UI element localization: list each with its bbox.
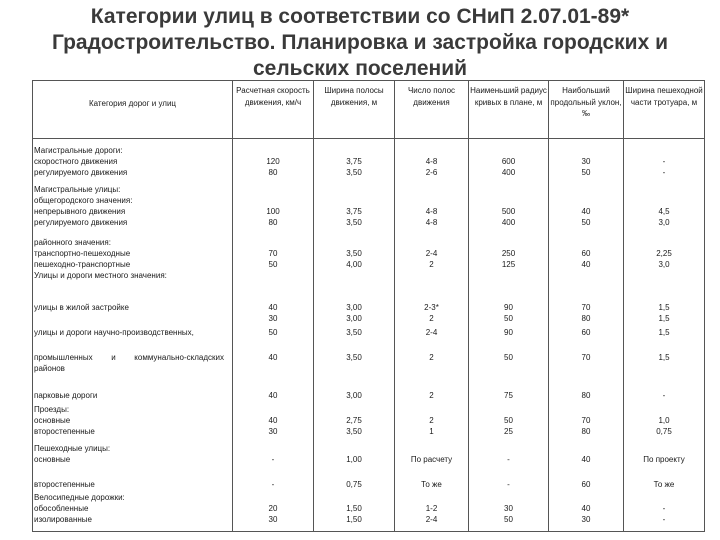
cell-radius: 90 50 <box>504 303 513 323</box>
cell-slope: 60 40 <box>581 249 591 269</box>
cell-speed: 50 <box>268 328 278 337</box>
cell-slope: 40 50 <box>581 207 591 227</box>
cell-category: второстепенные <box>34 480 95 489</box>
cell-lane-width: 3,00 3,00 <box>346 303 362 323</box>
cell-slope: 40 <box>581 455 591 464</box>
cell-category: Магистральные улицы: общегородского значения: непрерывного движения регулируемого движения <box>34 185 133 227</box>
cell-sidewalk: 1,5 1,5 <box>658 303 670 323</box>
cell-slope: 70 80 <box>581 416 591 436</box>
header-radius: Наименьший радиус кривых в плане, м <box>470 86 547 107</box>
cell-speed: 40 30 <box>268 416 278 436</box>
cell-radius: 30 50 <box>504 504 513 524</box>
header-lanes: Число полос движения <box>407 86 456 107</box>
cell-speed: 20 30 <box>268 504 278 524</box>
header-slope: Наибольший продольный уклон, ‰ <box>550 86 622 118</box>
cell-speed: - <box>271 480 275 489</box>
cell-lanes: 2 <box>429 353 434 362</box>
cell-slope: 40 30 <box>581 504 591 524</box>
cell-sidewalk: То же <box>653 480 675 489</box>
cell-lane-width: 3,00 <box>346 391 362 400</box>
cell-radius: 250 125 <box>501 249 516 269</box>
cell-radius: 50 <box>504 353 513 362</box>
cell-lanes: 4-8 4-8 <box>425 207 438 227</box>
cell-speed: 40 30 <box>268 303 278 323</box>
header-lane-width: Ширина полосы движения, м <box>324 86 384 107</box>
cell-radius: 600 400 <box>501 157 516 177</box>
cell-radius: - <box>507 455 510 464</box>
cell-lanes: 2-4 2 <box>425 249 438 269</box>
cell-speed: 100 80 <box>266 207 280 227</box>
cell-lanes: 1-2 2-4 <box>425 504 438 524</box>
cell-sidewalk: 2,25 3,0 <box>656 249 672 269</box>
cell-radius: - <box>507 480 510 489</box>
cell-sidewalk: 4,5 3,0 <box>658 207 670 227</box>
cell-lanes: То же <box>421 480 442 489</box>
cell-category: промышленных и коммунально-складских районов <box>34 353 224 373</box>
cell-radius: 75 <box>504 391 513 400</box>
cell-lanes: 2 1 <box>429 416 434 436</box>
cell-lane-width: 3,50 <box>346 353 362 362</box>
cell-slope: 70 80 <box>581 303 591 323</box>
cell-lane-width: 3,50 4,00 <box>346 249 362 269</box>
cell-category: парковые дороги <box>34 391 98 400</box>
cell-lane-width: 1,00 <box>346 455 362 464</box>
cell-category: улицы в жилой застройке <box>34 303 129 312</box>
cell-lanes: 2-4 <box>425 328 438 337</box>
cell-lane-width: 3,50 <box>346 328 362 337</box>
title-line-3: сельских поселений <box>252 57 468 80</box>
cell-slope: 30 50 <box>581 157 591 177</box>
cell-category: Проезды: основные второстепенные <box>34 405 95 436</box>
cell-category: Велосипедные дорожки: обособленные изолированные <box>34 493 125 524</box>
cell-sidewalk: 1,5 <box>658 328 670 337</box>
cell-category: Магистральные дороги: скоростного движения регулируемого движения <box>34 146 128 177</box>
cell-lane-width: 3,75 3,50 <box>346 207 362 227</box>
cell-slope: 60 <box>581 328 591 337</box>
title-line-1: Категории улиц в соответствии со СНиП 2.07.01-89* <box>90 5 630 28</box>
cell-radius: 90 <box>504 328 513 337</box>
cell-sidewalk: - - <box>662 504 666 524</box>
cell-speed: 40 <box>268 391 278 400</box>
cell-slope: 70 <box>581 353 591 362</box>
title-line-2: Градостроительство. Планировка и застройка городских и <box>51 31 668 54</box>
cell-sidewalk: 1,0 0,75 <box>656 416 672 436</box>
cell-radius: 50 25 <box>504 416 513 436</box>
cell-lanes: 2 <box>429 391 434 400</box>
cell-category: Пешеходные улицы: основные <box>34 444 111 464</box>
cell-sidewalk: По проекту <box>643 455 685 464</box>
header-category: Категория дорог и улиц <box>88 99 176 108</box>
cell-lanes: По расчету <box>410 455 453 464</box>
cell-lanes: 2-3* 2 <box>424 303 439 323</box>
cell-lanes: 4-8 2-6 <box>425 157 438 177</box>
header-sidewalk: Ширина пешеходной части тротуара, м <box>625 86 703 107</box>
header-speed: Расчетная скорость движения, км/ч <box>236 86 310 107</box>
cell-slope: 80 <box>581 391 591 400</box>
cell-slope: 60 <box>581 480 591 489</box>
cell-lane-width: 3,75 3,50 <box>346 157 362 177</box>
cell-speed: 70 50 <box>268 249 278 269</box>
cell-radius: 500 400 <box>501 207 516 227</box>
cell-sidewalk: - <box>662 391 666 400</box>
cell-lane-width: 0,75 <box>346 480 362 489</box>
cell-lane-width: 2,75 3,50 <box>346 416 362 436</box>
cell-speed: 120 80 <box>266 157 280 177</box>
cell-category: районного значения: транспортно-пешеходные пешеходно-транспортные Улицы и дороги местного значения: <box>34 238 167 280</box>
cell-speed: - <box>271 455 275 464</box>
cell-sidewalk: 1,5 <box>658 353 670 362</box>
cell-lane-width: 1,50 1,50 <box>346 504 362 524</box>
cell-category: улицы и дороги научно-производственных, <box>34 328 194 337</box>
cell-speed: 40 <box>268 353 278 362</box>
cell-sidewalk: - - <box>662 157 666 177</box>
